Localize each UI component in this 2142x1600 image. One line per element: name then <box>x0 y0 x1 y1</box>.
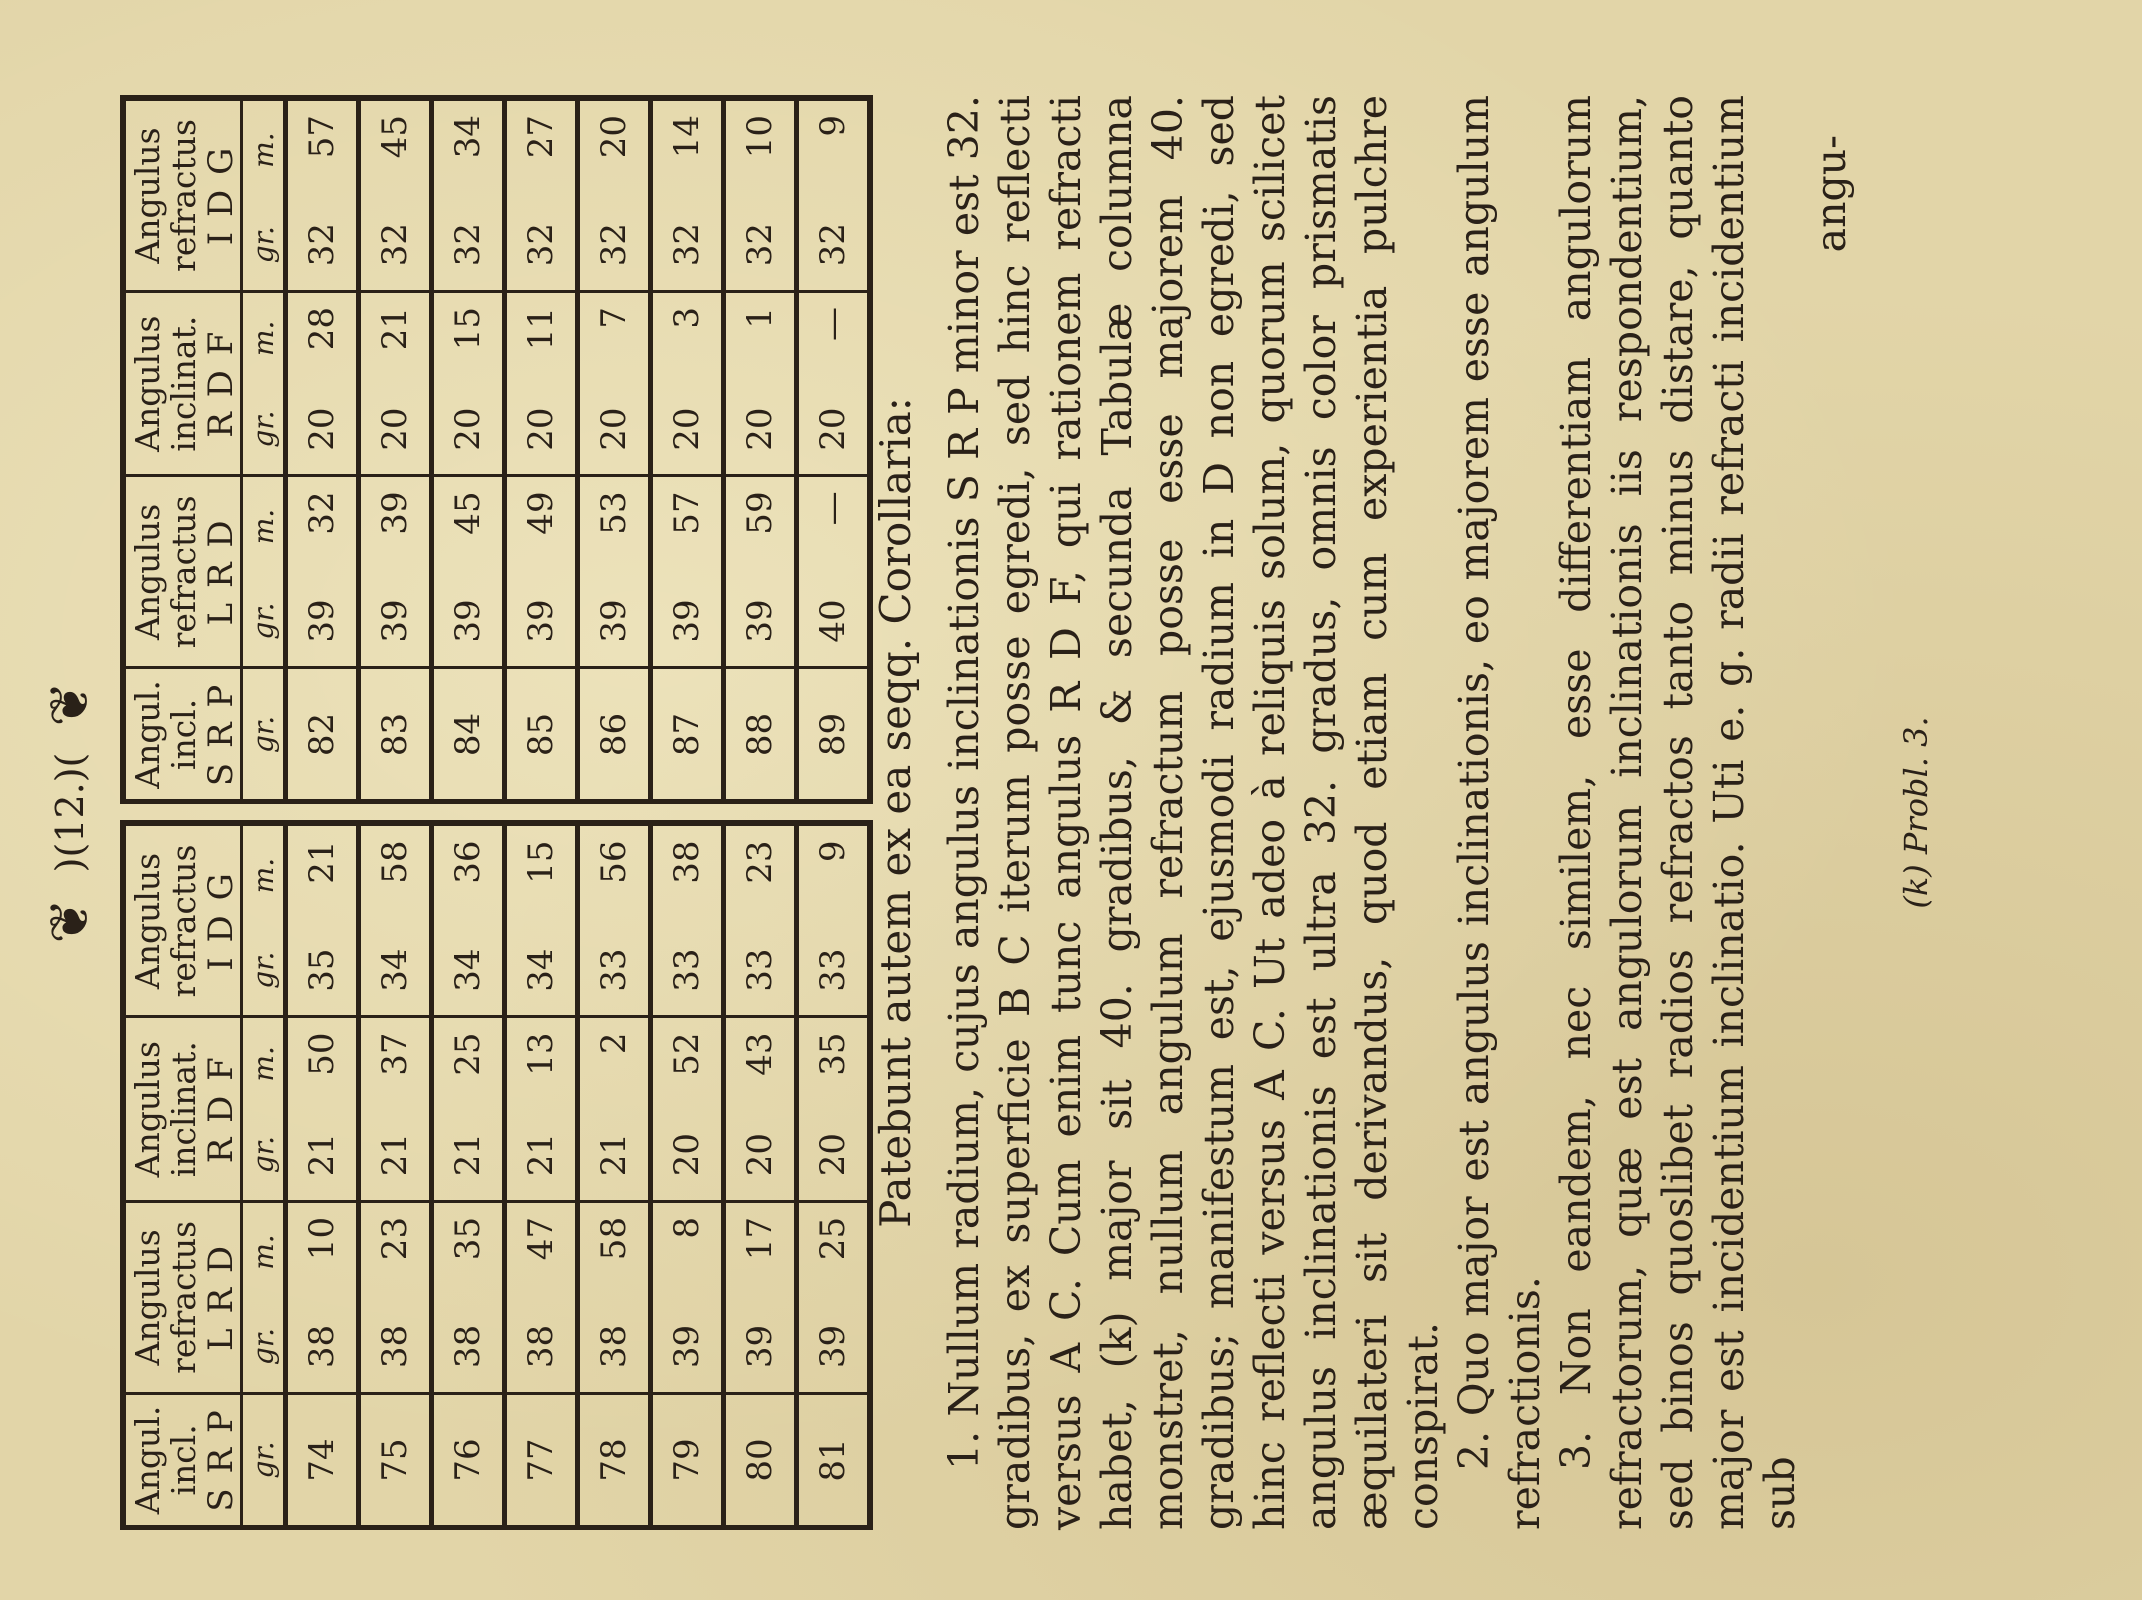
header-refractus-2: Angulus refractus <box>123 824 202 1017</box>
header-inclinat: Angulus inclinat. <box>123 1017 202 1201</box>
table-cell: 37 <box>359 1017 432 1109</box>
page-number: )(12.)( <box>48 752 92 873</box>
table-cell: 59 <box>724 476 797 576</box>
table-cell: 35 <box>432 1201 505 1301</box>
unit: gr. <box>242 1109 286 1201</box>
table-cell: 78 <box>578 1393 651 1527</box>
table-row <box>724 98 797 802</box>
header-refractus-2: Angulus refractus <box>123 98 202 291</box>
table-cell: 76 <box>432 1393 505 1527</box>
label-srp: S R P <box>202 668 242 802</box>
table-cell: 32 <box>651 199 724 291</box>
table-cell: 83 <box>359 668 432 802</box>
table-cell: 17 <box>724 1201 797 1301</box>
table-row <box>359 824 432 1528</box>
table-row <box>797 824 871 1528</box>
table-cell: 49 <box>505 476 578 576</box>
table-cell: 52 <box>651 1017 724 1109</box>
table-cell: 1 <box>724 291 797 383</box>
footnote: (k) Probl. 3. <box>1897 716 1935 909</box>
corollaria-heading: Patebunt autem ex ea seqq. Corollaria: <box>871 397 920 1228</box>
corollary-2: 2. Quo major est angulus inclinationis, eo majorem esse angulum refractionis. <box>1450 95 1549 1530</box>
label-srp: S R P <box>202 1393 242 1527</box>
table-cell: 8 <box>651 1201 724 1301</box>
table-cell: 13 <box>505 1017 578 1109</box>
table-cell: 39 <box>286 576 359 668</box>
refraction-tables <box>120 95 853 1530</box>
table-cell: 79 <box>651 1393 724 1527</box>
table-cell: 20 <box>578 384 651 476</box>
corollary-1: 1. Nullum radium, cujus angulus inclinationis S R P minor est 32. gradibus, ex superficie B C iterum posse egredi, sed hinc reflecti versus A C. Cum enim tunc angulus R D F, qui rationem refracti habet, (k) major sit 40. gradibus, & secunda Tabulæ columna monstret, nullum angulum refractum posse esse majorem 40. gradibus; manifestum est, ejusmodi radium in D non egredi, sed hinc reflecti versus A C. Ut adeo à reliquis solum, quorum scilicet angulus inclinationis est ultra 32. gradus, omnis color prismatis æquilateri sit derivandus, quod etiam cum experientia pulchre conspirat. <box>940 95 1447 1530</box>
table-cell: 47 <box>505 1201 578 1301</box>
table-cell: 20 <box>578 98 651 199</box>
table-row <box>432 824 505 1528</box>
unit: m. <box>242 824 286 925</box>
table-cell: 32 <box>432 199 505 291</box>
table-cell: 34 <box>432 98 505 199</box>
table-cell: 38 <box>578 1301 651 1393</box>
table-cell: 77 <box>505 1393 578 1527</box>
label-lrd: L R D <box>202 1201 242 1393</box>
table-cell: 11 <box>505 291 578 383</box>
label-rdf: R D F <box>202 1017 242 1201</box>
table-cell: 50 <box>286 1017 359 1109</box>
table-cell: 32 <box>578 199 651 291</box>
table-cell: 80 <box>724 1393 797 1527</box>
table-cell: 27 <box>505 98 578 199</box>
unit: m. <box>242 98 286 199</box>
table-row <box>578 824 651 1528</box>
table-row <box>724 824 797 1528</box>
table-cell: 32 <box>505 199 578 291</box>
table-cell: 20 <box>797 1109 871 1201</box>
table-cell: 39 <box>578 576 651 668</box>
table-cell: 9 <box>797 824 871 925</box>
table-cell: 20 <box>724 384 797 476</box>
table-cell: 21 <box>505 1109 578 1201</box>
table-cell: 84 <box>432 668 505 802</box>
table-cell: 39 <box>724 576 797 668</box>
table-cell: 39 <box>505 576 578 668</box>
table-row <box>651 98 724 802</box>
table-cell: 23 <box>724 824 797 925</box>
table-cell: 7 <box>578 291 651 383</box>
table-cell: 20 <box>651 384 724 476</box>
unit: gr. <box>242 1301 286 1393</box>
table-cell: 33 <box>651 925 724 1017</box>
table-cell: 58 <box>359 824 432 925</box>
table-cell: 39 <box>432 576 505 668</box>
table-cell: 39 <box>359 576 432 668</box>
unit: m. <box>242 291 286 383</box>
table-cell: 38 <box>651 824 724 925</box>
table-row <box>286 98 359 802</box>
table-cell: 81 <box>797 1393 871 1527</box>
table-cell: 21 <box>286 1109 359 1201</box>
table-cell: 40 <box>797 576 871 668</box>
corollary-3: 3. Non eandem, nec similem, esse differentiam angulorum refractorum, quæ est angulorum inclinationis iis respondentium, sed binos quoslibet radios refractos tanto minus distare, quanto major est incidentium inclinatio. Uti e. g. radii refracti incidentium sub <box>1552 95 1804 1530</box>
refraction-table-left <box>120 821 873 1531</box>
running-head <box>40 95 100 1530</box>
table-cell: 39 <box>359 476 432 576</box>
table-cell: 21 <box>359 291 432 383</box>
unit: gr. <box>242 384 286 476</box>
fleuron-right-icon: ❦ <box>38 681 101 727</box>
table-cell: 25 <box>432 1017 505 1109</box>
table-cell: 2 <box>578 1017 651 1109</box>
label-idg: I D G <box>202 824 242 1017</box>
table-cell: 15 <box>505 824 578 925</box>
table-cell: 34 <box>432 925 505 1017</box>
table-cell: 32 <box>286 199 359 291</box>
unit: gr. <box>242 925 286 1017</box>
table-cell: — <box>797 291 871 383</box>
table-cell: 20 <box>359 384 432 476</box>
table-row <box>505 98 578 802</box>
table-cell: 39 <box>651 1301 724 1393</box>
table-cell: 33 <box>578 925 651 1017</box>
table-cell: 34 <box>505 925 578 1017</box>
table-cell: 3 <box>651 291 724 383</box>
table-cell: 20 <box>724 1109 797 1201</box>
table-cell: 10 <box>724 98 797 199</box>
table-cell: 14 <box>651 98 724 199</box>
table-cell: 82 <box>286 668 359 802</box>
table-cell: 21 <box>359 1109 432 1201</box>
header-incl: Angul. incl. <box>123 1393 202 1527</box>
table-cell: 32 <box>359 199 432 291</box>
table-body-right <box>286 98 871 802</box>
table-cell: 20 <box>797 384 871 476</box>
refraction-table-right <box>120 95 873 805</box>
table-cell: 15 <box>432 291 505 383</box>
label-rdf: R D F <box>202 291 242 475</box>
table-cell: 23 <box>359 1201 432 1301</box>
table-cell: 56 <box>578 824 651 925</box>
unit: gr. <box>242 199 286 291</box>
table-cell: 28 <box>286 291 359 383</box>
table-cell: 9 <box>797 98 871 199</box>
table-cell: 87 <box>651 668 724 802</box>
table-cell: 33 <box>724 925 797 1017</box>
unit: gr. <box>242 576 286 668</box>
table-cell: 32 <box>286 476 359 576</box>
table-cell: 38 <box>432 1301 505 1393</box>
table-cell: 33 <box>797 925 871 1017</box>
fleuron-left-icon: ❦ <box>38 898 101 944</box>
table-cell: 20 <box>286 384 359 476</box>
table-cell: 85 <box>505 668 578 802</box>
table-cell: 39 <box>797 1301 871 1393</box>
table-cell: 21 <box>286 824 359 925</box>
table-cell: 20 <box>505 384 578 476</box>
table-row <box>286 824 359 1528</box>
header-refractus-1: Angulus refractus <box>123 1201 202 1393</box>
table-row <box>797 98 871 802</box>
table-cell: 35 <box>797 1017 871 1109</box>
table-cell: 20 <box>432 384 505 476</box>
table-cell: 58 <box>578 1201 651 1301</box>
table-cell: 38 <box>505 1301 578 1393</box>
table-cell: 34 <box>359 925 432 1017</box>
table-cell: 86 <box>578 668 651 802</box>
table-cell: 25 <box>797 1201 871 1301</box>
table-cell: 36 <box>432 824 505 925</box>
table-body-left <box>286 824 871 1528</box>
table-cell: 38 <box>359 1301 432 1393</box>
table-cell: 21 <box>432 1109 505 1201</box>
table-row <box>505 824 578 1528</box>
header-refractus-1: Angulus refractus <box>123 476 202 668</box>
label-lrd: L R D <box>202 476 242 668</box>
table-cell: 89 <box>797 668 871 802</box>
table-cell: 45 <box>432 476 505 576</box>
table-cell: 57 <box>651 476 724 576</box>
table-cell: 38 <box>286 1301 359 1393</box>
body-text <box>870 95 1942 1530</box>
table-row <box>651 824 724 1528</box>
table-row <box>359 98 432 802</box>
header-inclinat: Angulus inclinat. <box>123 291 202 475</box>
table-cell: 32 <box>797 199 871 291</box>
table-cell: — <box>797 476 871 576</box>
unit: m. <box>242 1017 286 1109</box>
table-cell: 88 <box>724 668 797 802</box>
table-cell: 21 <box>578 1109 651 1201</box>
unit: gr. <box>242 1393 286 1527</box>
unit: gr. <box>242 668 286 802</box>
catchword: angu- <box>1807 135 1855 253</box>
table-cell: 43 <box>724 1017 797 1109</box>
table-cell: 74 <box>286 1393 359 1527</box>
table-cell: 39 <box>724 1301 797 1393</box>
header-incl: Angul. incl. <box>123 668 202 802</box>
label-idg: I D G <box>202 98 242 291</box>
table-cell: 53 <box>578 476 651 576</box>
table-cell: 45 <box>359 98 432 199</box>
table-cell: 57 <box>286 98 359 199</box>
table-cell: 10 <box>286 1201 359 1301</box>
table-cell: 32 <box>724 199 797 291</box>
unit: m. <box>242 476 286 576</box>
table-row <box>578 98 651 802</box>
unit: m. <box>242 1201 286 1301</box>
table-cell: 75 <box>359 1393 432 1527</box>
table-row <box>432 98 505 802</box>
table-cell: 39 <box>651 576 724 668</box>
table-cell: 20 <box>651 1109 724 1201</box>
table-cell: 35 <box>286 925 359 1017</box>
